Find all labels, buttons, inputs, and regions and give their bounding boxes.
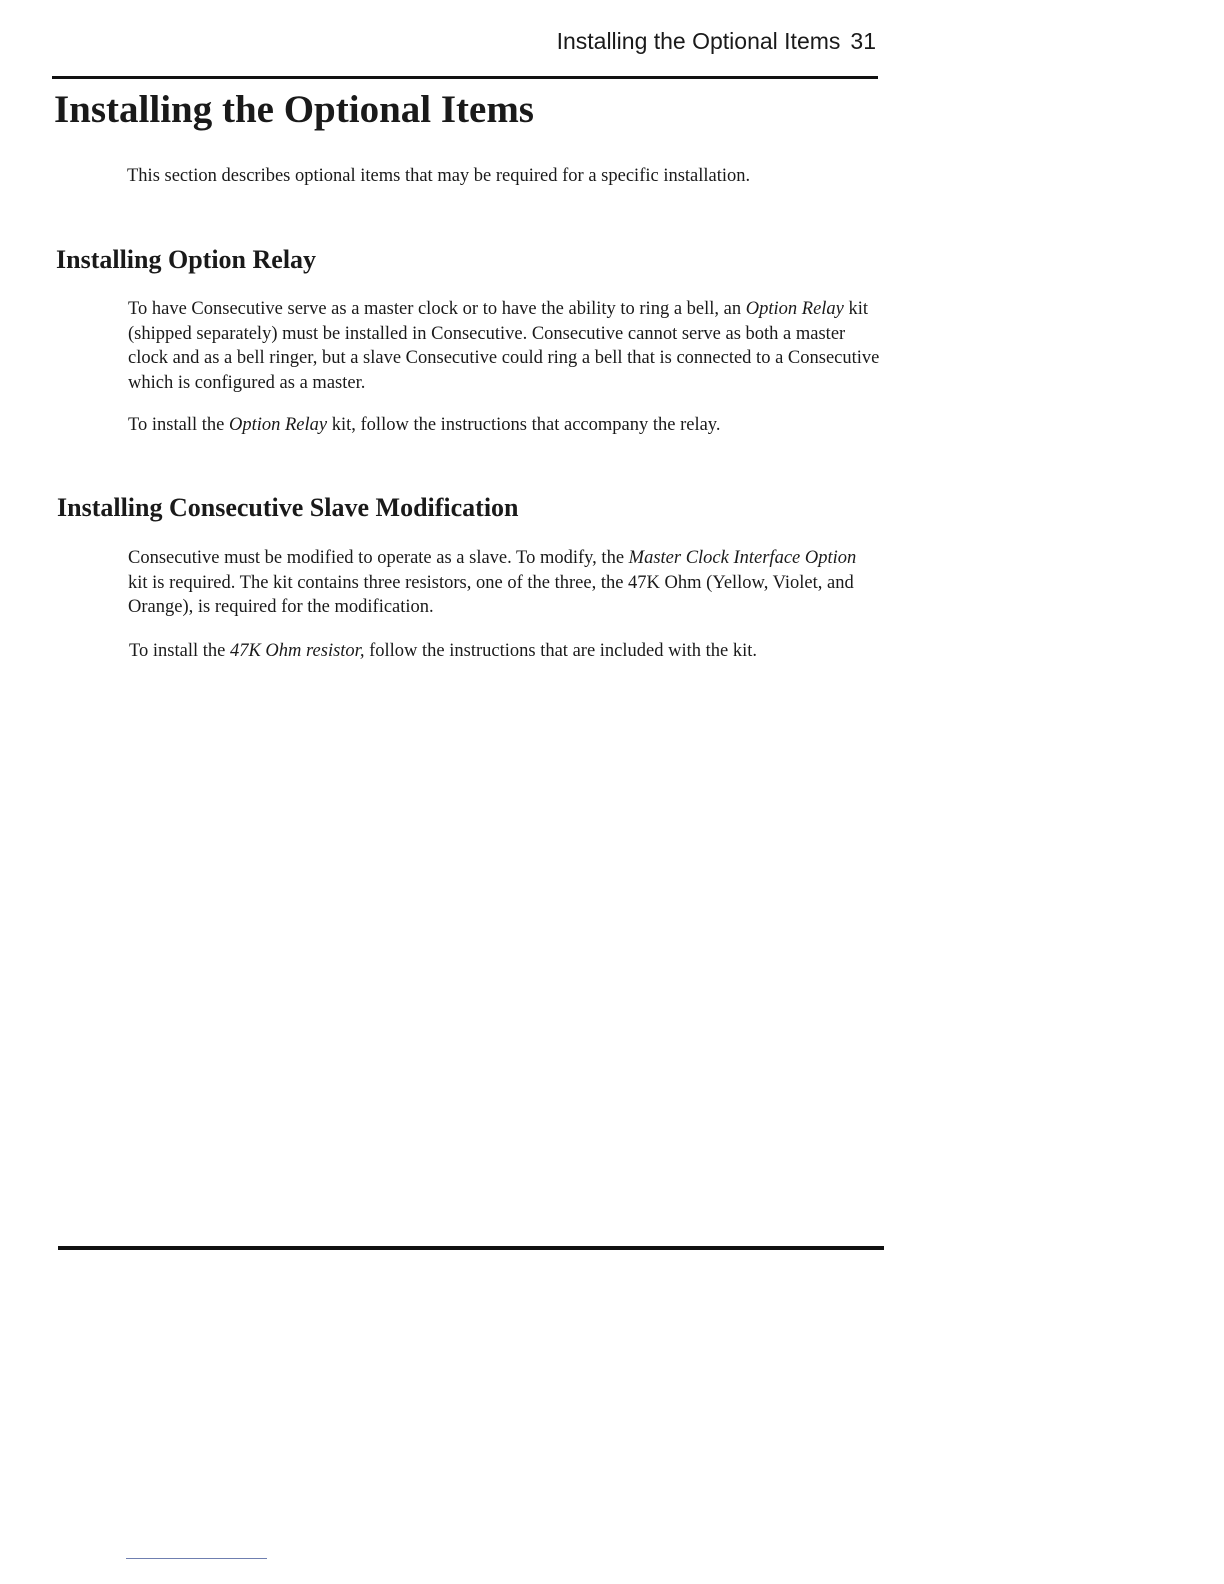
emphasis-master-clock-interface: Master Clock Interface Option [628, 548, 857, 568]
text-run: To install the [129, 641, 230, 661]
footer-line [126, 1558, 267, 1559]
text-run: follow the instructions that are included with the kit. [364, 641, 757, 661]
bottom-rule [58, 1246, 884, 1250]
slave-modification-paragraph [128, 546, 880, 620]
text-run: kit (shipped separately) must be installed in Consecutive. Consecutive cannot serve as both a master clock and as a bell ringer, but a slave Consecutive could ring a bell that is connected to a Consecutive which is configured as a master. [128, 299, 880, 393]
option-relay-install-paragraph [128, 413, 880, 438]
text-run: kit, follow the instructions that accompany the relay. [327, 415, 721, 435]
text-run: To install the [128, 415, 229, 435]
intro-paragraph: This section describes optional items that may be required for a specific installation. [127, 166, 751, 186]
option-relay-paragraph [128, 297, 880, 395]
running-header-title: Installing the Optional Items [556, 28, 841, 54]
text-run: kit is required. The kit contains three resistors, one of the three, the 47K Ohm (Yellow, Violet, and Orange), is required for the modification. [128, 572, 854, 617]
top-rule [52, 76, 878, 79]
section-heading-slave-modification: Installing Consecutive Slave Modification [57, 493, 519, 522]
chapter-title: Installing the Optional Items [54, 88, 534, 131]
page-number: 31 [850, 28, 876, 54]
slave-modification-install-paragraph [129, 639, 881, 664]
emphasis-option-relay: Option Relay [228, 415, 328, 435]
text-run: Consecutive must be modified to operate as a slave. To modify, the [128, 548, 629, 568]
running-header [557, 26, 876, 56]
section-heading-option-relay: Installing Option Relay [56, 245, 317, 274]
text-run: To have Consecutive serve as a master clock or to have the ability to ring a bell, an [128, 299, 746, 319]
emphasis-option-relay: Option Relay [745, 299, 844, 319]
emphasis-resistor: 47K Ohm resistor, [229, 641, 365, 661]
